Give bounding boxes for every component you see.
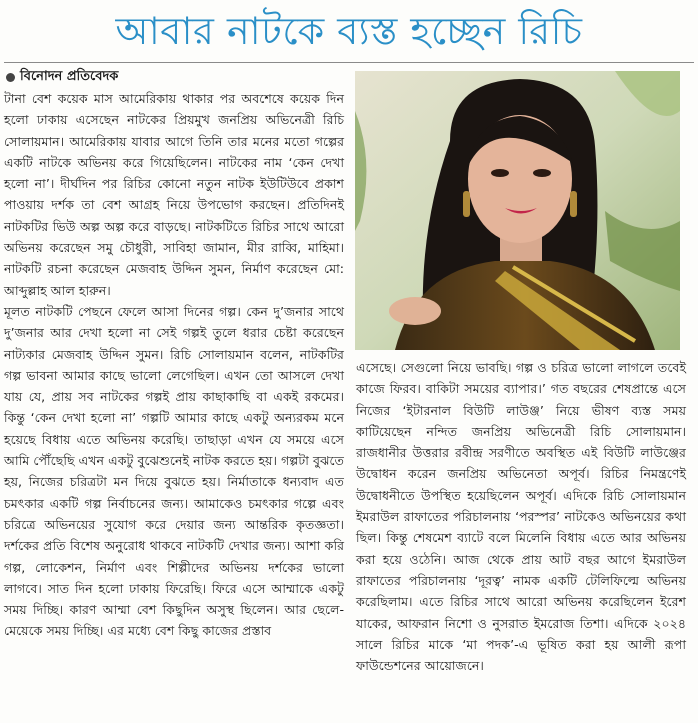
byline-text: বিনোদন প্রতিবেদক (20, 69, 119, 84)
bullet-icon (6, 73, 15, 82)
paragraph: মূলত নাটকটি পেছনে ফেলে আসা দিনের গল্প। কেন দু’জনার সাথে দু’জনার আর দেখা হলো না সেই গল্পই তুলে ধরার চেষ্টা করেছেন নাট্যকার মেজবাহ উদ্দিন সুমন। রিচি সোলায়মান বলেন, নাটকটির গল্প ভাবনা আমার কাছে ভালো লেগেছিল। এখন তো আসলে দেখা যায় যে, প্রায় সব নাটকের গল্পই প্রায় কাছাকাছি বা একই রকমের। কিন্তু ‘কেন দেখা হলো না’ গল্পটি আমার কাছে একটু অন্যরকম মনে হয়েছে বিধায় এতে অভিনয় করেছি। তাছাড়া এখন যে সময়ে এসে আমি পৌঁছেছি এখন একটু বুঝেশুনেই নাটক করতে হয়। গল্পটা বুঝতে হয়, নিজের চরিত্রটা মন দিয়ে বুঝতে হয়। নির্মাতাকে ধন্যবাদ এত চমৎকার একটি গল্প নির্বাচনের জন্য। আমাকেও চমৎকার গল্পে এবং চরিত্রে অভিনয়ের সুযোগ করে দেয়ার জন্য আন্তরিক কৃতজ্ঞতা। দর্শকের প্রতি বিশেষ অনুরোধ থাকবে নাটকটি দেখার জন্য। আশা করি গল্প, লোকেশন, নির্মাণ এবং শিল্পীদের অভিনয় দর্শকের ভালো লাগবে। সাত দিন হলো ঢাকায় ফিরেছি। ফিরে এসে আম্মাকে একটু সময় দিচ্ছি। কারণ আম্মা বেশ কিছুদিন অসুস্থ ছিলেন। আর ছেলে-মেয়েকে সময় দিচ্ছি। এর মধ্যে বেশ কিছু কাজের প্রস্তাব (4, 303, 344, 639)
byline (6, 68, 118, 86)
headline: আবার নাটকে ব্যস্ত হচ্ছেন রিচি (115, 9, 583, 53)
article-column-right (356, 357, 686, 676)
paragraph: এসেছে। সেগুলো নিয়ে ভাবছি। গল্প ও চরিত্র ভালো লাগলে তবেই কাজে ফিরব। বাকিটা সময়ের ব্যাপার।’ গত বছরের শেষপ্রান্তে এসে নিজের ‘ইটারনাল বিউটি লাউঞ্জ’ নিয়ে ভীষণ ব্যস্ত সময় কাটিয়েছেন নন্দিত জনপ্রিয় অভিনেত্রী রিচি সোলায়মান। রাজধানীর উত্তরার রবীন্দ্র সরণীতে অবস্থিত এই বিউটি লাউঞ্জের উদ্বোধন করেন জনপ্রিয় অভিনেতা অপূর্ব। রিচির নিমন্ত্রণেই উদ্বোধনীতে উপস্থিত হয়েছিলেন অপূর্ব। এদিকে রিচি সোলায়মান ইমরাউল রাফাতের পরিচালনায় ‘পরস্পর’ নাটকেও অভিনয়ের কথা ছিল। কিন্তু শেষমেশ ব্যাটে বলে মিলেনি বিধায় এতে আর অভিনয় করা হয়ে ওঠেনি। আজ থেকে প্রায় আট বছর আগে ইমরাউল রাফাতের পরিচালনায় ‘দূরত্ব’ নামক একটি টেলিফিল্মে অভিনয় করেছিলাম। এতে রিচির সাথে আরো অভিনয় করেছিলেন ইরেশ যাকের, আফরান নিশো ও নুসরাত ইমরোজ তিশা। এদিকে ২০২৪ সালে রিচির মাকে ‘মা পদক’-এ ভূষিত করা হয় আলী রূপা ফাউন্ডেশনের আয়োজনে। (356, 360, 686, 674)
portrait-photo (355, 71, 680, 350)
article-column-left (4, 88, 344, 642)
paragraph: টানা বেশ কয়েক মাস আমেরিকায় থাকার পর অবশেষে কয়েক দিন হলো ঢাকায় এসেছেন নাটকের প্রিয়মুখ জনপ্রিয় অভিনেত্রী রিচি সোলায়মান। আমেরিকায় যাবার আগে তিনি তার মনের মতো গল্পের একটি নাটকে অভিনয় করে গিয়েছিলেন। নাটকের নাম ‘কেন দেখা হলো না’। দীর্ঘদিন পর রিচির কোনো নতুন নাটক ইউটিউবে প্রকাশ পাওয়ায় দর্শক তা বেশ আগ্রহ নিয়ে উপভোগ করছেন। প্রতিদিনই নাটকটির ভিউ অল্প অল্প করে বাড়ছে। নাটকটিতে রিচির সাথে আরো অভিনয় করেছেন সমু চৌধুরী, সাবিহা জামান, মীর রাব্বি, মাহিমা। নাটকটি রচনা করেছেন মেজবাহ উদ্দিন সুমন, নির্মাণ করেছেন মো: আব্দুল্লাহ আল হারুন। (4, 91, 344, 298)
portrait-illustration (355, 71, 680, 350)
headline-divider (4, 62, 694, 63)
